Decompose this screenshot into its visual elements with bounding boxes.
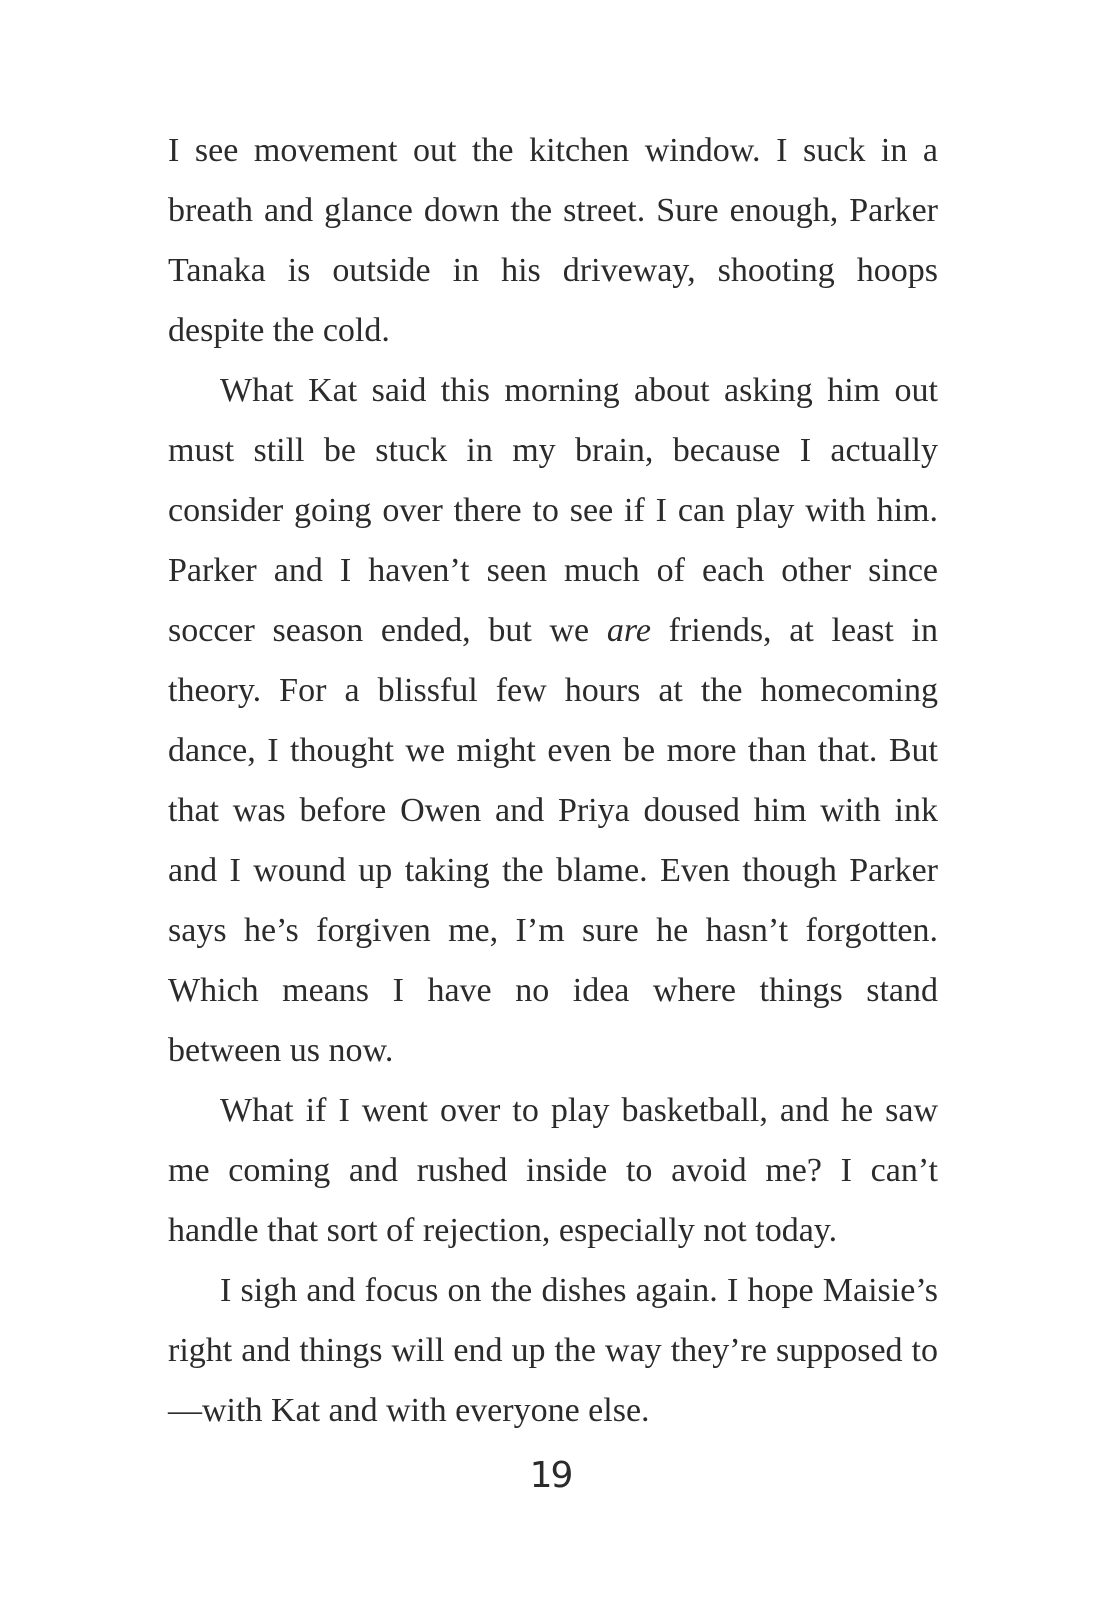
body-text [168, 121, 938, 1441]
paragraph-1-text: I see movement out the kitchen window. I suck in a breath and glance down the street. Sure enough, Parker Tanaka is outside in his driveway, shooting hoops despite the cold. [168, 132, 938, 349]
paragraph-4-text: I sigh and focus on the dishes again. I hope Maisie’s right and things will end up the way they’re supposed to—with Kat and with everyone else. [168, 1272, 938, 1429]
paragraph-2-text-b: friends, at least in theory. For a blissful few hours at the homecoming dance, I thought we might even be more than that. But that was before Owen and Priya doused him with ink and I wound up taking the blame. Even though Parker says he’s forgiven me, I’m sure he hasn’t forgotten. Which means I have no idea where things stand between us now. [168, 612, 939, 1069]
paragraph-4 [168, 1261, 938, 1441]
paragraph-2-emphasis: are [606, 612, 651, 649]
paragraph-2-text-a: What Kat said this morning about asking him out must still be stuck in my brain, because I actually consider going over there to see if I can play with him. Parker and I haven’t seen much of each other since soccer season ended, but we [168, 372, 938, 649]
page-number: 19 [529, 1455, 572, 1496]
paragraph-1 [168, 121, 938, 361]
paragraph-2 [168, 361, 938, 1081]
paragraph-3 [168, 1081, 938, 1261]
paragraph-3-text: What if I went over to play basketball, and he saw me coming and rushed inside to avoid me? I can’t handle that sort of rejection, especially not today. [168, 1092, 938, 1249]
